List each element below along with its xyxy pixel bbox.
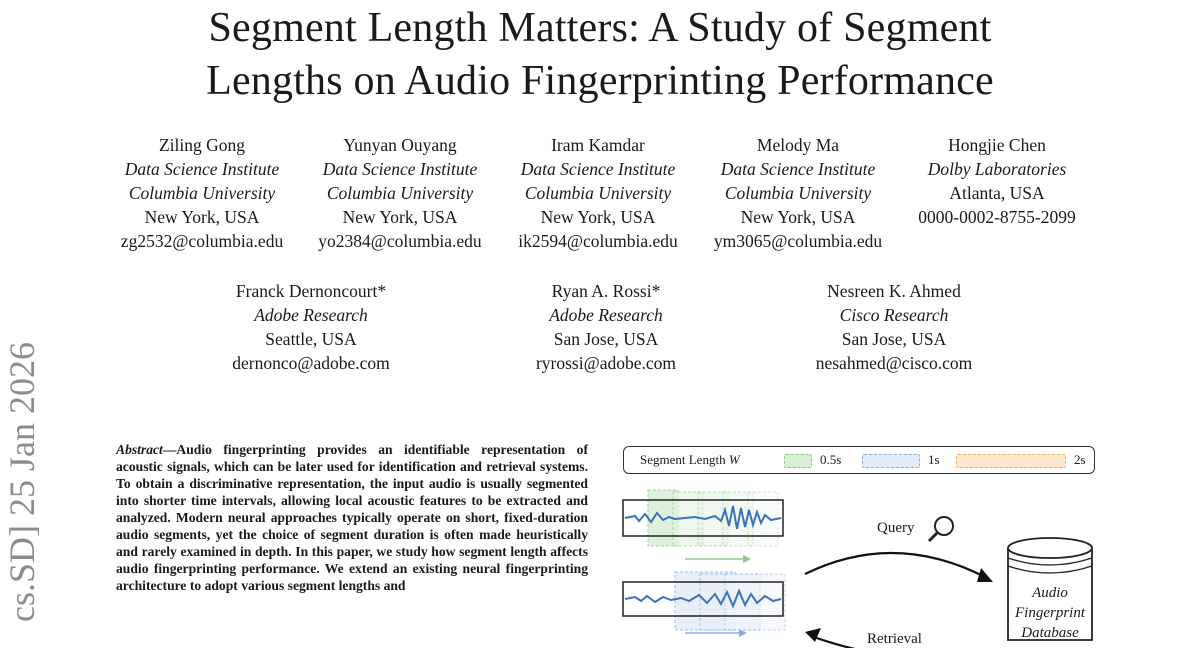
author-location: San Jose, USA (553, 329, 659, 349)
author-block (300, 133, 500, 253)
author-name: Ziling Gong (158, 135, 246, 155)
author-block (498, 133, 698, 253)
magnifier-icon (929, 517, 953, 541)
author-name: Yunyan Ouyang (343, 135, 457, 155)
author-block (698, 133, 898, 253)
author-location: Seattle, USA (265, 329, 357, 349)
database-label: Audio Fingerprint Database (1015, 585, 1085, 641)
author-name: Nesreen K. Ahmed (827, 281, 961, 301)
arxiv-stamp: cs.SD] 25 Jan 2026 (2, 342, 42, 622)
author-email: ik2594@columbia.edu (518, 231, 678, 251)
author-name: Franck Dernoncourt* (235, 281, 387, 301)
author-email: nesahmed@cisco.com (815, 353, 973, 373)
author-affiliation: Columbia University (524, 183, 672, 203)
author-affiliation: Columbia University (128, 183, 276, 203)
slide-arrow-head (743, 555, 751, 563)
paper-title (0, 2, 1200, 108)
query-label: Query (877, 520, 915, 536)
author-email: ym3065@columbia.edu (713, 231, 883, 251)
author-email: ryrossi@adobe.com (535, 353, 677, 373)
author-name: Melody Ma (756, 135, 840, 155)
author-name: Hongjie Chen (948, 135, 1046, 155)
query-arrow-head (977, 568, 993, 582)
abstract (116, 441, 588, 594)
figure-1 (615, 440, 1115, 648)
author-location: New York, USA (540, 207, 656, 227)
author-location: New York, USA (740, 207, 856, 227)
abstract-text: —Audio fingerprinting provides an identifiable representation of acoustic signals, which can be later used for identification and retrieval systems. To obtain a discriminative representation, the input audio is usually segmented into shorter time intervals, allowing local acoustic features to be extracted and analyzed. Modern neural approaches typically operate on short, fixed-duration audio segments, yet the choice of segment duration is often made heuristically and rarely examined in depth. In this paper, we study how segment length affects audio fingerprinting performance. We extend an existing neural fingerprinting architecture to adopt various segment lengths and (116, 442, 588, 593)
author-affiliation: Cisco Research (839, 305, 949, 325)
title-line-2: Lengths on Audio Fingerprinting Performance (206, 58, 994, 104)
author-affiliation: Data Science Institute (520, 159, 676, 179)
query-arrow (805, 553, 987, 578)
author-block (491, 279, 721, 375)
author-affiliation: Data Science Institute (124, 159, 280, 179)
author-block (779, 279, 1009, 375)
author-affiliation: Data Science Institute (720, 159, 876, 179)
database-waveform-group (623, 572, 785, 637)
legend-label-2s: 2s (1074, 452, 1086, 467)
author-orcid: 0000-0002-8755-2099 (918, 207, 1076, 227)
author-affiliation: Dolby Laboratories (927, 159, 1067, 179)
retrieval-arrow-head (805, 628, 821, 642)
author-email: zg2532@columbia.edu (120, 231, 284, 251)
author-block (897, 133, 1097, 229)
legend-label-1s: 1s (928, 452, 940, 467)
legend-title: Segment Length W (640, 452, 740, 467)
author-name: Iram Kamdar (551, 135, 645, 155)
author-affiliation: Adobe Research (549, 305, 663, 325)
query-waveform-group (623, 490, 783, 563)
author-location: Atlanta, USA (949, 183, 1045, 203)
retrieval-label: Retrieval (867, 631, 922, 647)
author-location: San Jose, USA (841, 329, 947, 349)
author-block (102, 133, 302, 253)
legend-label-0-5s: 0.5s (820, 452, 842, 467)
author-location: New York, USA (342, 207, 458, 227)
abstract-label: Abstract (116, 442, 163, 457)
author-affiliation: Data Science Institute (322, 159, 478, 179)
author-block (196, 279, 426, 375)
author-affiliation: Adobe Research (254, 305, 368, 325)
author-affiliation: Columbia University (724, 183, 872, 203)
author-affiliation: Columbia University (326, 183, 474, 203)
author-email: dernonco@adobe.com (232, 353, 390, 373)
title-line-1: Segment Length Matters: A Study of Segment (208, 5, 992, 51)
author-location: New York, USA (144, 207, 260, 227)
author-name: Ryan A. Rossi* (551, 281, 661, 301)
author-email: yo2384@columbia.edu (318, 231, 482, 251)
